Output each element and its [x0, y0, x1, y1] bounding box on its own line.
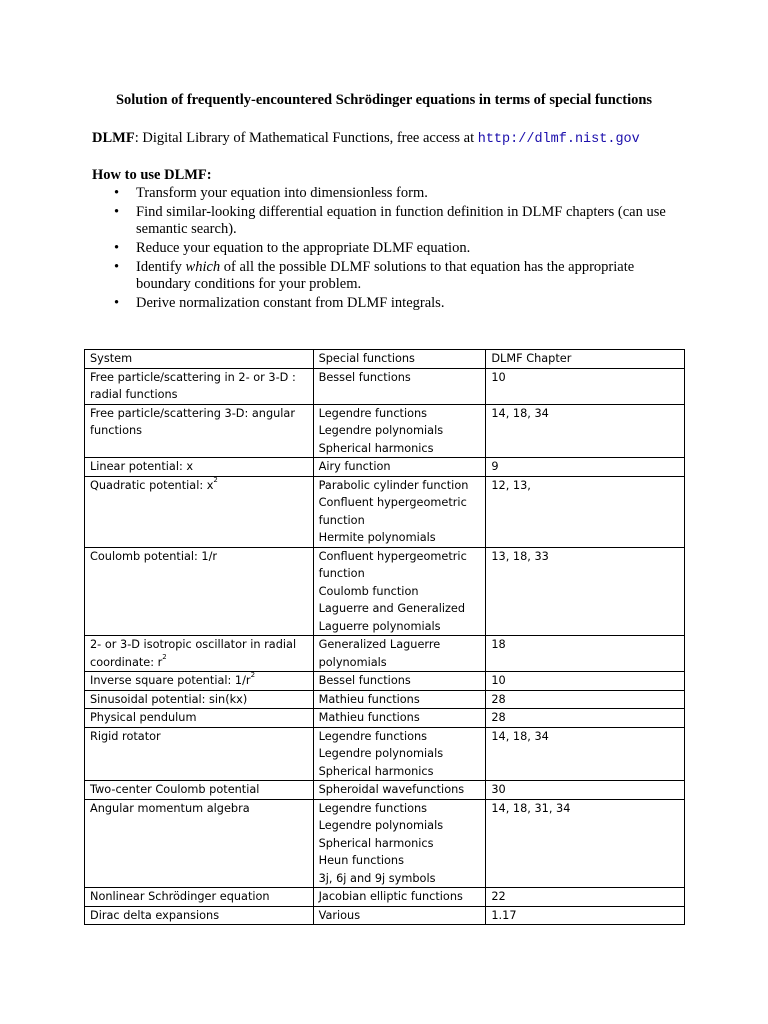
special-functions-cell — [313, 888, 486, 907]
step-list-item — [92, 259, 692, 293]
special-functions-table — [84, 349, 685, 925]
function-name: Legendre polynomials — [318, 819, 444, 832]
system-text: Free particle/scattering 3-D: angular functions — [90, 406, 295, 437]
table-header-row — [85, 350, 685, 369]
system-text: 2- or 3-D isotropic oscillator in radial coordinate: r — [90, 638, 297, 669]
system-cell — [85, 476, 314, 547]
system-text: Quadratic potential: x — [90, 478, 214, 492]
function-name: Spheroidal wavefunctions — [318, 783, 465, 796]
dlmf-chapter-cell: 28 — [486, 690, 685, 709]
special-functions-cell — [313, 672, 486, 691]
special-functions-cell — [313, 476, 486, 547]
table-row — [85, 799, 685, 888]
function-name: Parabolic cylinder function — [318, 478, 469, 492]
table-row — [85, 672, 685, 691]
system-text: Free particle/scattering in 2- or 3-D : radial functions — [90, 370, 296, 401]
special-functions-cell — [313, 727, 486, 781]
step-list-item: • Find similar-looking differential equation in function definition in DLMF chapters (can use semantic search). — [92, 204, 692, 238]
system-text: Angular momentum algebra — [90, 801, 250, 815]
special-functions-cell — [313, 404, 486, 458]
function-name: Laguerre and Generalized Laguerre polynomials — [318, 602, 466, 633]
function-name: 3j, 6j and 9j symbols — [318, 871, 436, 885]
dlmf-chapter-cell: 10 — [486, 368, 685, 404]
system-superscript: 2 — [213, 475, 218, 484]
table-body — [85, 368, 685, 925]
function-name: Various — [318, 908, 361, 922]
system-superscript: 2 — [162, 652, 167, 661]
table-row — [85, 888, 685, 907]
table-row — [85, 476, 685, 547]
system-cell — [85, 709, 314, 728]
function-name: Legendre functions — [318, 729, 428, 743]
table-row — [85, 690, 685, 709]
system-superscript: 2 — [250, 671, 256, 680]
system-text: Nonlinear Schrödinger equation — [90, 890, 270, 903]
how-to-steps-list — [92, 185, 692, 314]
function-name: Spherical harmonics — [318, 764, 434, 778]
function-name: Legendre polynomials — [318, 424, 444, 437]
header-dlmf-chapter: DLMF Chapter — [486, 350, 685, 369]
dlmf-chapter-cell: 18 — [486, 636, 685, 672]
system-text: Rigid rotator — [90, 729, 161, 743]
dlmf-intro — [92, 130, 640, 147]
step-list-item: • Derive normalization constant from DLMF integrals. — [92, 295, 692, 312]
step-text-emphasis: which — [185, 259, 221, 275]
special-functions-cell — [313, 636, 486, 672]
special-functions-cell — [313, 547, 486, 636]
step-text-pre: Identify — [136, 259, 186, 275]
dlmf-chapter-cell: 9 — [486, 458, 685, 477]
function-name: Generalized Laguerre polynomials — [318, 638, 441, 669]
table-row — [85, 727, 685, 781]
system-text: Sinusoidal potential: sin(kx) — [90, 692, 248, 706]
dlmf-chapter-cell: 13, 18, 33 — [486, 547, 685, 636]
system-text: Coulomb potential: 1/r — [90, 549, 218, 563]
system-cell — [85, 368, 314, 404]
function-name: Airy function — [318, 460, 391, 473]
system-cell — [85, 690, 314, 709]
system-cell — [85, 906, 314, 925]
dlmf-chapter-cell: 28 — [486, 709, 685, 728]
function-name: Hermite polynomials — [318, 531, 436, 544]
table-row — [85, 547, 685, 636]
system-text: Linear potential: x — [90, 460, 194, 473]
function-name: Spherical harmonics — [318, 441, 434, 455]
dlmf-label: DLMF — [92, 130, 135, 146]
function-name: Mathieu functions — [318, 711, 420, 724]
table-row — [85, 906, 685, 925]
function-name: Heun functions — [318, 854, 404, 867]
function-name: Legendre functions — [318, 406, 428, 420]
system-text: Two-center Coulomb potential — [90, 783, 260, 796]
table-row — [85, 636, 685, 672]
function-name: Bessel functions — [318, 674, 411, 687]
system-cell — [85, 636, 314, 672]
dlmf-chapter-cell: 22 — [486, 888, 685, 907]
function-name: Jacobian elliptic functions — [318, 890, 463, 903]
step-text-post: of all the possible DLMF solutions to that equation has the appropriate boundary conditions for your problem. — [136, 259, 635, 292]
system-cell — [85, 781, 314, 800]
function-name: Legendre functions — [318, 801, 428, 815]
dlmf-chapter-cell: 10 — [486, 672, 685, 691]
system-cell — [85, 672, 314, 691]
table-row — [85, 458, 685, 477]
how-to-heading: How to use DLMF: — [92, 167, 212, 183]
system-cell — [85, 458, 314, 477]
dlmf-chapter-cell: 14, 18, 31, 34 — [486, 799, 685, 888]
dlmf-description: : Digital Library of Mathematical Functions, free access at — [134, 130, 478, 146]
system-text: Dirac delta expansions — [90, 908, 220, 922]
header-special-functions: Special functions — [313, 350, 486, 369]
function-name: Coulomb function — [318, 584, 419, 598]
table-row — [85, 709, 685, 728]
special-functions-cell — [313, 368, 486, 404]
system-text: Physical pendulum — [90, 711, 197, 724]
system-cell — [85, 547, 314, 636]
dlmf-url-link[interactable]: http://dlmf.nist.gov — [477, 132, 640, 147]
system-cell — [85, 727, 314, 781]
header-system: System — [85, 350, 314, 369]
system-cell — [85, 404, 314, 458]
special-functions-cell — [313, 799, 486, 888]
special-functions-cell — [313, 709, 486, 728]
dlmf-chapter-cell: 14, 18, 34 — [486, 404, 685, 458]
special-functions-cell — [313, 781, 486, 800]
dlmf-chapter-cell: 14, 18, 34 — [486, 727, 685, 781]
dlmf-chapter-cell: 30 — [486, 781, 685, 800]
system-cell — [85, 799, 314, 888]
special-functions-cell — [313, 458, 486, 477]
dlmf-chapter-cell: 12, 13, — [486, 476, 685, 547]
function-name: Spherical harmonics — [318, 836, 434, 850]
system-cell — [85, 888, 314, 907]
function-name: Mathieu functions — [318, 692, 420, 706]
table-row — [85, 781, 685, 800]
function-name: Bessel functions — [318, 370, 411, 384]
system-text: Inverse square potential: 1/r — [90, 674, 251, 687]
table-row — [85, 404, 685, 458]
dlmf-chapter-cell: 1.17 — [486, 906, 685, 925]
step-list-item: • Transform your equation into dimensionless form. — [92, 185, 692, 202]
function-name: Confluent hypergeometric function — [318, 496, 467, 527]
table-row — [85, 368, 685, 404]
step-list-item: • Reduce your equation to the appropriate DLMF equation. — [92, 240, 692, 257]
document-title: Solution of frequently-encountered Schrödinger equations in terms of special functions — [115, 92, 653, 108]
special-functions-cell — [313, 690, 486, 709]
function-name: Confluent hypergeometric function — [318, 549, 467, 580]
function-name: Legendre polynomials — [318, 747, 444, 760]
special-functions-cell — [313, 906, 486, 925]
